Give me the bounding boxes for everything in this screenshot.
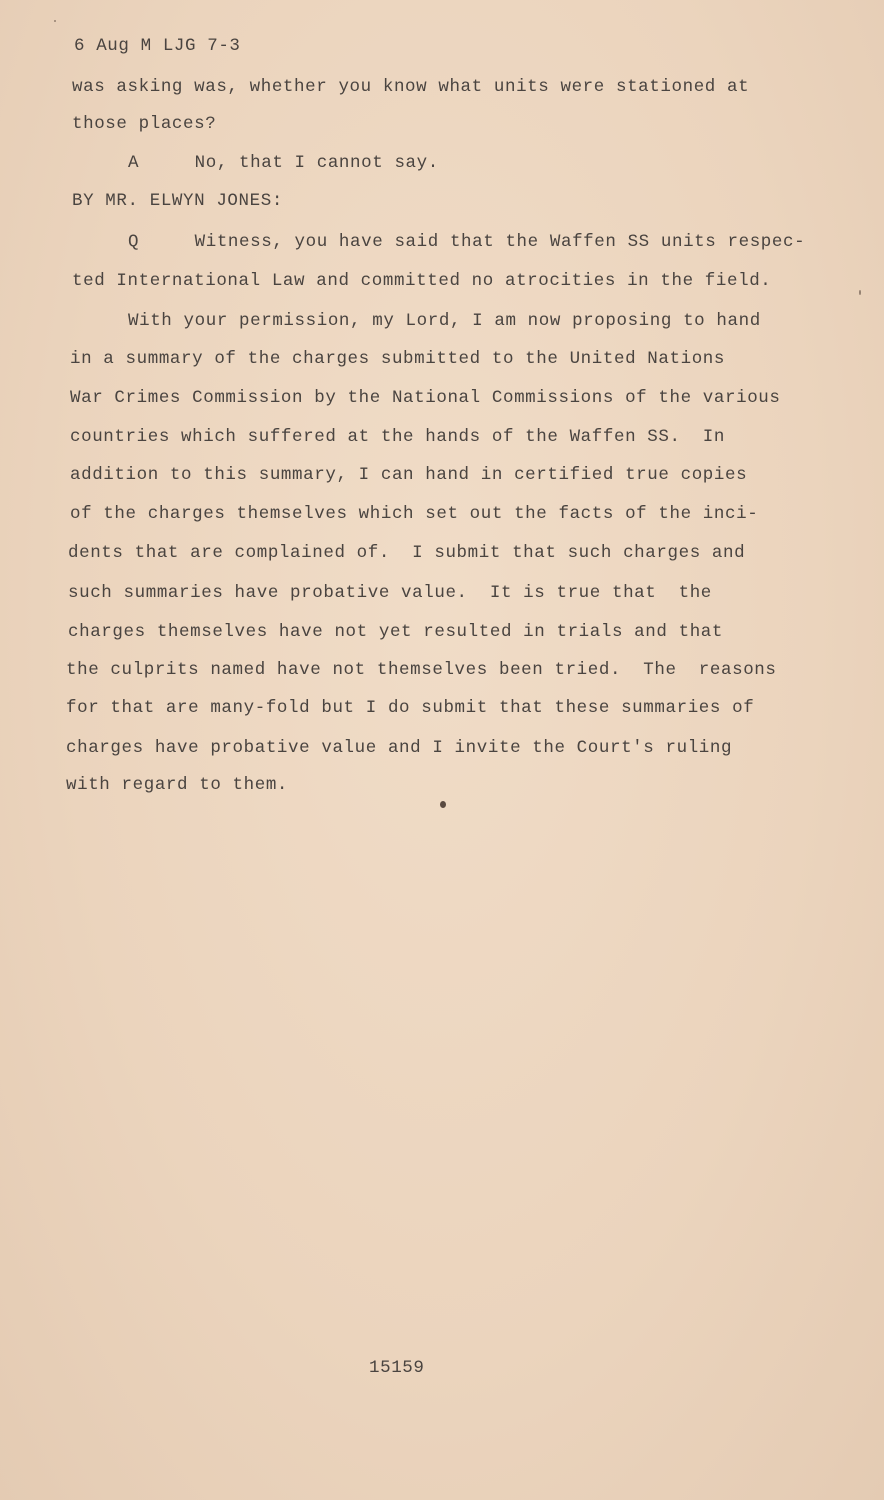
question-line: Q Witness, you have said that the Waffen SS units respec-: [128, 232, 806, 252]
ink-speck: [859, 290, 861, 295]
text-line: of the charges themselves which set out the facts of the inci-: [70, 504, 759, 524]
text-line: the culprits named have not themselves been tried. The reasons: [66, 660, 777, 680]
examiner-heading: BY MR. ELWYN JONES:: [72, 191, 283, 211]
text-line: in a summary of the charges submitted to the United Nations: [70, 349, 726, 369]
text-line: ted International Law and committed no atrocities in the field.: [72, 271, 772, 291]
answer-line: A No, that I cannot say.: [128, 153, 439, 173]
ink-speck: [54, 20, 56, 22]
text-line: charges themselves have not yet resulted in trials and that: [68, 622, 724, 642]
text-line: those places?: [72, 114, 217, 134]
text-line: with regard to them.: [66, 775, 289, 795]
ink-speck: [440, 801, 446, 808]
page-number: 15159: [369, 1358, 425, 1378]
text-line: addition to this summary, I can hand in certified true copies: [70, 465, 748, 485]
text-line: With your permission, my Lord, I am now proposing to hand: [128, 311, 761, 331]
text-line: War Crimes Commission by the National Commissions of the various: [70, 388, 781, 408]
text-line: such summaries have probative value. It is true that the: [68, 583, 712, 603]
page-header: 6 Aug M LJG 7-3: [74, 36, 241, 56]
text-line: for that are many-fold but I do submit that these summaries of: [66, 698, 755, 718]
text-line: charges have probative value and I invite the Court's ruling: [66, 738, 733, 758]
text-line: countries which suffered at the hands of the Waffen SS. In: [70, 427, 726, 447]
text-line: was asking was, whether you know what units were stationed at: [72, 77, 750, 97]
text-line: dents that are complained of. I submit that such charges and: [68, 543, 746, 563]
